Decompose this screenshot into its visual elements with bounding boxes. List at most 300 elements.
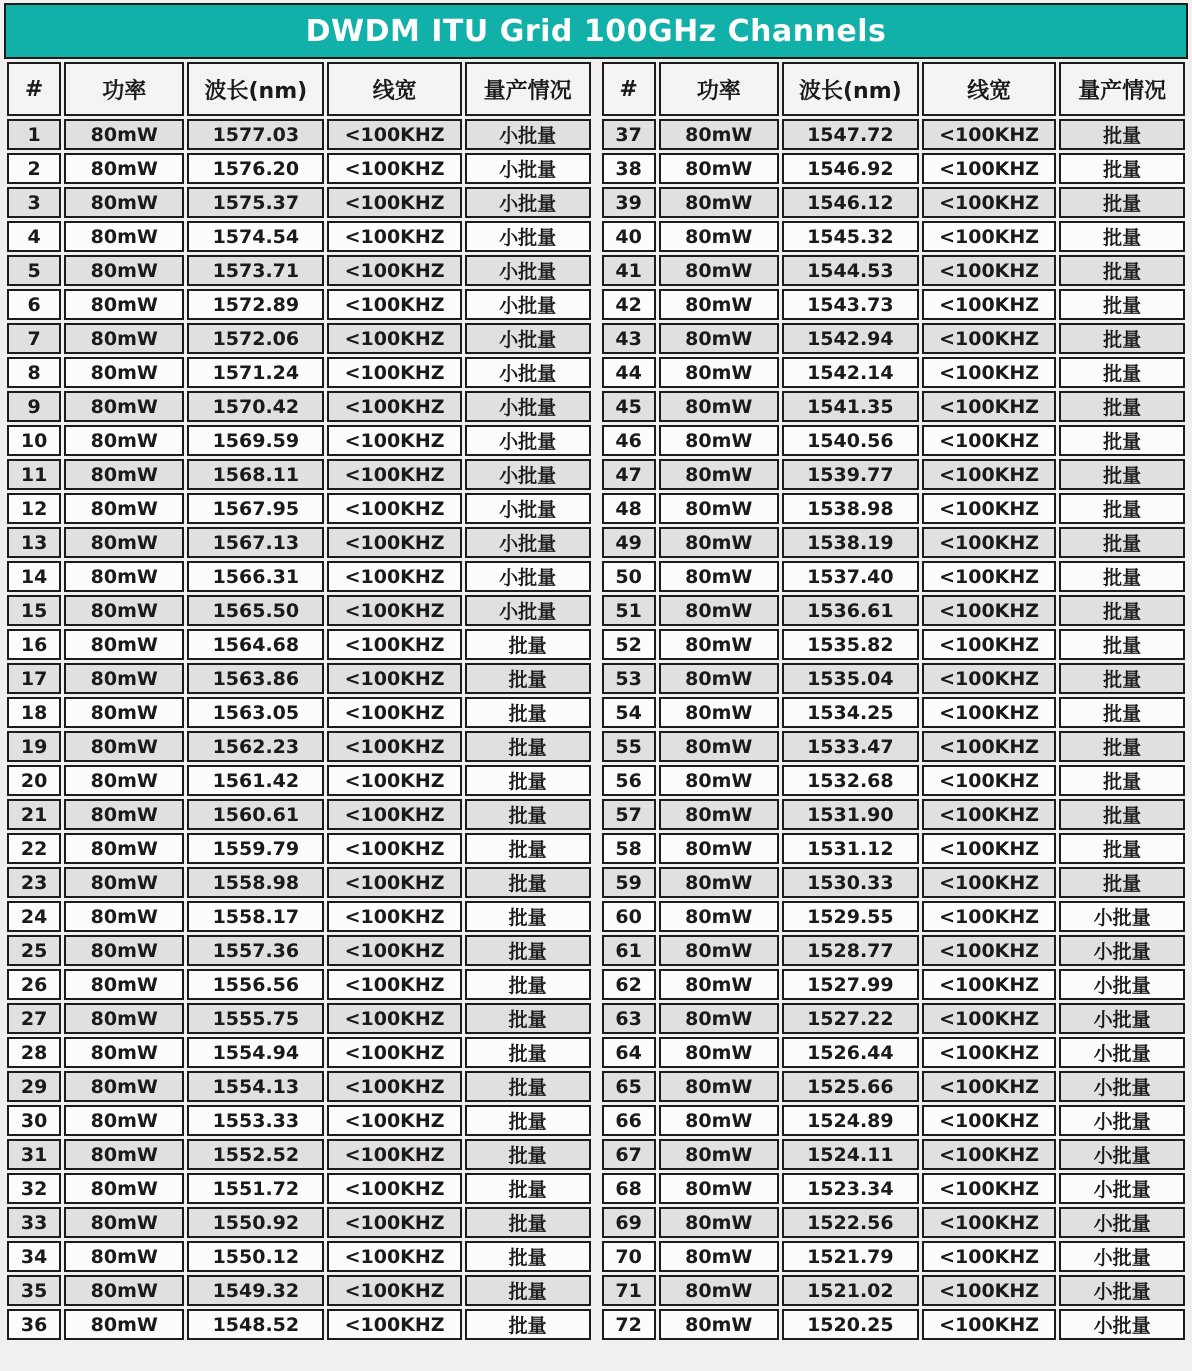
cell-linewidth: <100KHZ <box>327 969 461 1000</box>
table-row <box>602 153 1186 184</box>
cell-wavelength: 1531.90 <box>782 799 919 830</box>
cell-linewidth: <100KHZ <box>327 119 461 150</box>
cell-channel: 61 <box>602 935 656 966</box>
table-row <box>602 765 1186 796</box>
cell-channel: 37 <box>602 119 656 150</box>
cell-channel: 19 <box>7 731 61 762</box>
cell-wavelength: 1523.34 <box>782 1173 919 1204</box>
cell-channel: 56 <box>602 765 656 796</box>
column-header-production-status: 量产情况 <box>465 62 591 116</box>
cell-channel: 14 <box>7 561 61 592</box>
cell-channel: 28 <box>7 1037 61 1068</box>
table-row <box>7 1275 591 1306</box>
table-row <box>7 459 591 490</box>
cell-status: 小批量 <box>1059 1275 1185 1306</box>
cell-power: 80mW <box>659 119 779 150</box>
cell-power: 80mW <box>659 255 779 286</box>
cell-power: 80mW <box>659 527 779 558</box>
table-row <box>7 697 591 728</box>
cell-wavelength: 1520.25 <box>782 1309 919 1340</box>
cell-wavelength: 1569.59 <box>187 425 324 456</box>
table-row <box>7 731 591 762</box>
cell-channel: 68 <box>602 1173 656 1204</box>
cell-status: 小批量 <box>1059 935 1185 966</box>
table-row <box>7 1105 591 1136</box>
cell-status: 小批量 <box>465 255 591 286</box>
cell-linewidth: <100KHZ <box>327 1003 461 1034</box>
cell-channel: 33 <box>7 1207 61 1238</box>
cell-power: 80mW <box>64 969 184 1000</box>
cell-linewidth: <100KHZ <box>922 1105 1056 1136</box>
cell-power: 80mW <box>659 1037 779 1068</box>
column-header-linewidth: 线宽 <box>922 62 1056 116</box>
column-header-wavelength: 波长(nm) <box>187 62 324 116</box>
cell-channel: 17 <box>7 663 61 694</box>
cell-status: 小批量 <box>1059 1037 1185 1068</box>
cell-wavelength: 1542.94 <box>782 323 919 354</box>
header-row <box>602 62 1186 116</box>
cell-status: 批量 <box>1059 697 1185 728</box>
cell-status: 批量 <box>1059 833 1185 864</box>
cell-wavelength: 1556.56 <box>187 969 324 1000</box>
cell-status: 批量 <box>465 867 591 898</box>
cell-linewidth: <100KHZ <box>327 799 461 830</box>
table-row <box>602 527 1186 558</box>
cell-status: 批量 <box>1059 221 1185 252</box>
cell-power: 80mW <box>64 1241 184 1272</box>
cell-wavelength: 1575.37 <box>187 187 324 218</box>
table-row <box>602 1207 1186 1238</box>
cell-linewidth: <100KHZ <box>327 663 461 694</box>
cell-channel: 59 <box>602 867 656 898</box>
cell-linewidth: <100KHZ <box>922 153 1056 184</box>
cell-channel: 40 <box>602 221 656 252</box>
cell-status: 批量 <box>465 901 591 932</box>
cell-wavelength: 1554.13 <box>187 1071 324 1102</box>
table-row <box>7 187 591 218</box>
cell-power: 80mW <box>659 357 779 388</box>
cell-channel: 38 <box>602 153 656 184</box>
cell-wavelength: 1529.55 <box>782 901 919 932</box>
cell-status: 批量 <box>465 799 591 830</box>
table-row <box>602 867 1186 898</box>
cell-linewidth: <100KHZ <box>922 1241 1056 1272</box>
cell-power: 80mW <box>659 1241 779 1272</box>
cell-wavelength: 1558.17 <box>187 901 324 932</box>
cell-channel: 52 <box>602 629 656 660</box>
cell-power: 80mW <box>659 935 779 966</box>
cell-status: 批量 <box>1059 255 1185 286</box>
cell-linewidth: <100KHZ <box>922 935 1056 966</box>
cell-linewidth: <100KHZ <box>922 357 1056 388</box>
cell-power: 80mW <box>64 1207 184 1238</box>
cell-wavelength: 1528.77 <box>782 935 919 966</box>
cell-wavelength: 1531.12 <box>782 833 919 864</box>
cell-power: 80mW <box>659 323 779 354</box>
table-row <box>602 561 1186 592</box>
cell-power: 80mW <box>64 1309 184 1340</box>
cell-channel: 62 <box>602 969 656 1000</box>
cell-wavelength: 1574.54 <box>187 221 324 252</box>
cell-linewidth: <100KHZ <box>922 697 1056 728</box>
table-row <box>602 1241 1186 1272</box>
cell-status: 批量 <box>1059 425 1185 456</box>
table-row <box>602 289 1186 320</box>
cell-linewidth: <100KHZ <box>922 833 1056 864</box>
cell-channel: 54 <box>602 697 656 728</box>
cell-status: 小批量 <box>1059 1173 1185 1204</box>
table-row <box>7 867 591 898</box>
cell-linewidth: <100KHZ <box>327 391 461 422</box>
cell-linewidth: <100KHZ <box>327 935 461 966</box>
cell-wavelength: 1563.86 <box>187 663 324 694</box>
cell-linewidth: <100KHZ <box>327 221 461 252</box>
cell-linewidth: <100KHZ <box>922 1037 1056 1068</box>
cell-power: 80mW <box>64 1139 184 1170</box>
cell-wavelength: 1551.72 <box>187 1173 324 1204</box>
cell-status: 小批量 <box>465 595 591 626</box>
cell-channel: 44 <box>602 357 656 388</box>
cell-channel: 24 <box>7 901 61 932</box>
cell-power: 80mW <box>64 731 184 762</box>
tables-container <box>4 59 1188 1343</box>
channel-table-left <box>4 59 594 1343</box>
cell-channel: 2 <box>7 153 61 184</box>
cell-power: 80mW <box>659 901 779 932</box>
cell-channel: 49 <box>602 527 656 558</box>
table-row <box>602 629 1186 660</box>
cell-wavelength: 1533.47 <box>782 731 919 762</box>
cell-power: 80mW <box>64 1037 184 1068</box>
cell-linewidth: <100KHZ <box>327 901 461 932</box>
table-row <box>602 1071 1186 1102</box>
cell-power: 80mW <box>64 799 184 830</box>
cell-status: 批量 <box>465 1105 591 1136</box>
cell-status: 小批量 <box>465 323 591 354</box>
table-row <box>7 595 591 626</box>
cell-channel: 65 <box>602 1071 656 1102</box>
cell-channel: 43 <box>602 323 656 354</box>
cell-power: 80mW <box>64 1275 184 1306</box>
table-row <box>602 1173 1186 1204</box>
cell-linewidth: <100KHZ <box>922 425 1056 456</box>
cell-linewidth: <100KHZ <box>327 459 461 490</box>
column-header-wavelength: 波长(nm) <box>782 62 919 116</box>
cell-power: 80mW <box>64 255 184 286</box>
cell-power: 80mW <box>659 1309 779 1340</box>
cell-channel: 16 <box>7 629 61 660</box>
cell-status: 小批量 <box>465 561 591 592</box>
cell-wavelength: 1546.92 <box>782 153 919 184</box>
cell-status: 批量 <box>1059 799 1185 830</box>
cell-power: 80mW <box>659 1139 779 1170</box>
cell-power: 80mW <box>64 1003 184 1034</box>
cell-channel: 5 <box>7 255 61 286</box>
cell-power: 80mW <box>659 731 779 762</box>
cell-status: 小批量 <box>1059 1003 1185 1034</box>
table-row <box>7 901 591 932</box>
cell-status: 小批量 <box>465 221 591 252</box>
cell-linewidth: <100KHZ <box>922 1003 1056 1034</box>
cell-power: 80mW <box>64 1173 184 1204</box>
table-row <box>602 901 1186 932</box>
cell-power: 80mW <box>659 1207 779 1238</box>
cell-linewidth: <100KHZ <box>327 425 461 456</box>
cell-channel: 63 <box>602 1003 656 1034</box>
table-row <box>602 459 1186 490</box>
cell-channel: 46 <box>602 425 656 456</box>
cell-power: 80mW <box>659 1003 779 1034</box>
cell-power: 80mW <box>64 935 184 966</box>
cell-channel: 72 <box>602 1309 656 1340</box>
cell-power: 80mW <box>659 799 779 830</box>
cell-wavelength: 1525.66 <box>782 1071 919 1102</box>
column-header-power: 功率 <box>659 62 779 116</box>
table-row <box>7 969 591 1000</box>
cell-wavelength: 1564.68 <box>187 629 324 660</box>
cell-linewidth: <100KHZ <box>922 119 1056 150</box>
table-row <box>7 493 591 524</box>
cell-linewidth: <100KHZ <box>327 1275 461 1306</box>
cell-wavelength: 1567.95 <box>187 493 324 524</box>
cell-wavelength: 1572.06 <box>187 323 324 354</box>
table-row <box>602 697 1186 728</box>
cell-linewidth: <100KHZ <box>922 323 1056 354</box>
table-row <box>602 221 1186 252</box>
cell-power: 80mW <box>659 969 779 1000</box>
cell-power: 80mW <box>64 901 184 932</box>
cell-linewidth: <100KHZ <box>327 187 461 218</box>
cell-status: 小批量 <box>1059 1241 1185 1272</box>
table-row <box>7 425 591 456</box>
cell-power: 80mW <box>64 629 184 660</box>
cell-channel: 60 <box>602 901 656 932</box>
cell-wavelength: 1542.14 <box>782 357 919 388</box>
cell-linewidth: <100KHZ <box>327 153 461 184</box>
cell-linewidth: <100KHZ <box>922 663 1056 694</box>
cell-channel: 50 <box>602 561 656 592</box>
cell-linewidth: <100KHZ <box>922 289 1056 320</box>
cell-status: 批量 <box>465 969 591 1000</box>
cell-wavelength: 1522.56 <box>782 1207 919 1238</box>
table-row <box>7 357 591 388</box>
cell-power: 80mW <box>64 867 184 898</box>
cell-wavelength: 1552.52 <box>187 1139 324 1170</box>
table-row <box>7 119 591 150</box>
column-header-power: 功率 <box>64 62 184 116</box>
cell-wavelength: 1545.32 <box>782 221 919 252</box>
cell-wavelength: 1573.71 <box>187 255 324 286</box>
cell-channel: 69 <box>602 1207 656 1238</box>
cell-wavelength: 1547.72 <box>782 119 919 150</box>
cell-channel: 25 <box>7 935 61 966</box>
cell-wavelength: 1527.99 <box>782 969 919 1000</box>
cell-status: 批量 <box>1059 153 1185 184</box>
cell-linewidth: <100KHZ <box>327 527 461 558</box>
cell-status: 批量 <box>465 1207 591 1238</box>
cell-linewidth: <100KHZ <box>922 561 1056 592</box>
cell-status: 小批量 <box>1059 969 1185 1000</box>
cell-linewidth: <100KHZ <box>922 595 1056 626</box>
cell-power: 80mW <box>659 425 779 456</box>
table-row <box>602 357 1186 388</box>
channel-table-right <box>599 59 1189 1343</box>
table-row <box>602 119 1186 150</box>
cell-wavelength: 1546.12 <box>782 187 919 218</box>
cell-linewidth: <100KHZ <box>922 969 1056 1000</box>
cell-channel: 6 <box>7 289 61 320</box>
cell-power: 80mW <box>659 1275 779 1306</box>
cell-power: 80mW <box>64 833 184 864</box>
cell-wavelength: 1543.73 <box>782 289 919 320</box>
table-row <box>7 1241 591 1272</box>
cell-channel: 4 <box>7 221 61 252</box>
cell-linewidth: <100KHZ <box>327 323 461 354</box>
table-title-bar <box>4 3 1188 59</box>
cell-wavelength: 1550.92 <box>187 1207 324 1238</box>
cell-linewidth: <100KHZ <box>327 255 461 286</box>
cell-wavelength: 1565.50 <box>187 595 324 626</box>
cell-power: 80mW <box>64 119 184 150</box>
table-row <box>7 1309 591 1340</box>
cell-power: 80mW <box>659 561 779 592</box>
cell-status: 小批量 <box>465 493 591 524</box>
cell-wavelength: 1524.89 <box>782 1105 919 1136</box>
cell-power: 80mW <box>659 833 779 864</box>
cell-wavelength: 1534.25 <box>782 697 919 728</box>
cell-channel: 22 <box>7 833 61 864</box>
cell-wavelength: 1537.40 <box>782 561 919 592</box>
cell-channel: 53 <box>602 663 656 694</box>
cell-wavelength: 1576.20 <box>187 153 324 184</box>
cell-channel: 55 <box>602 731 656 762</box>
cell-channel: 15 <box>7 595 61 626</box>
cell-wavelength: 1538.98 <box>782 493 919 524</box>
cell-linewidth: <100KHZ <box>922 255 1056 286</box>
cell-status: 批量 <box>1059 391 1185 422</box>
cell-channel: 47 <box>602 459 656 490</box>
table-row <box>602 255 1186 286</box>
cell-status: 批量 <box>1059 595 1185 626</box>
cell-status: 批量 <box>465 1071 591 1102</box>
cell-channel: 11 <box>7 459 61 490</box>
cell-linewidth: <100KHZ <box>922 1275 1056 1306</box>
table-row <box>7 153 591 184</box>
cell-power: 80mW <box>659 391 779 422</box>
table-row <box>602 323 1186 354</box>
table-row <box>7 221 591 252</box>
cell-wavelength: 1555.75 <box>187 1003 324 1034</box>
cell-power: 80mW <box>659 1173 779 1204</box>
cell-channel: 66 <box>602 1105 656 1136</box>
cell-status: 批量 <box>1059 323 1185 354</box>
table-row <box>602 935 1186 966</box>
cell-power: 80mW <box>64 527 184 558</box>
cell-wavelength: 1558.98 <box>187 867 324 898</box>
cell-channel: 10 <box>7 425 61 456</box>
cell-channel: 32 <box>7 1173 61 1204</box>
cell-linewidth: <100KHZ <box>922 901 1056 932</box>
cell-linewidth: <100KHZ <box>327 1173 461 1204</box>
table-row <box>602 1139 1186 1170</box>
cell-channel: 3 <box>7 187 61 218</box>
cell-linewidth: <100KHZ <box>327 561 461 592</box>
table-row <box>7 833 591 864</box>
cell-status: 小批量 <box>465 357 591 388</box>
table-row <box>7 1003 591 1034</box>
cell-linewidth: <100KHZ <box>327 765 461 796</box>
cell-power: 80mW <box>64 1105 184 1136</box>
header-row <box>7 62 591 116</box>
table-row <box>7 1207 591 1238</box>
cell-power: 80mW <box>659 697 779 728</box>
cell-wavelength: 1521.02 <box>782 1275 919 1306</box>
cell-status: 批量 <box>465 765 591 796</box>
cell-wavelength: 1548.52 <box>187 1309 324 1340</box>
cell-channel: 9 <box>7 391 61 422</box>
cell-power: 80mW <box>659 867 779 898</box>
table-row <box>602 187 1186 218</box>
cell-wavelength: 1538.19 <box>782 527 919 558</box>
table-row <box>7 629 591 660</box>
cell-status: 批量 <box>465 935 591 966</box>
cell-wavelength: 1577.03 <box>187 119 324 150</box>
cell-linewidth: <100KHZ <box>327 1309 461 1340</box>
cell-status: 小批量 <box>465 119 591 150</box>
table-row <box>7 255 591 286</box>
cell-linewidth: <100KHZ <box>327 697 461 728</box>
cell-channel: 13 <box>7 527 61 558</box>
cell-linewidth: <100KHZ <box>327 1071 461 1102</box>
table-row <box>7 1173 591 1204</box>
table-row <box>7 289 591 320</box>
cell-wavelength: 1535.04 <box>782 663 919 694</box>
cell-status: 批量 <box>1059 731 1185 762</box>
cell-channel: 35 <box>7 1275 61 1306</box>
table-row <box>7 935 591 966</box>
cell-status: 批量 <box>465 1241 591 1272</box>
cell-channel: 45 <box>602 391 656 422</box>
cell-status: 小批量 <box>1059 1309 1185 1340</box>
cell-status: 小批量 <box>1059 1071 1185 1102</box>
cell-channel: 31 <box>7 1139 61 1170</box>
cell-power: 80mW <box>64 357 184 388</box>
table-row <box>602 1309 1186 1340</box>
table-row <box>602 799 1186 830</box>
cell-wavelength: 1536.61 <box>782 595 919 626</box>
cell-channel: 58 <box>602 833 656 864</box>
table-row <box>7 527 591 558</box>
cell-linewidth: <100KHZ <box>327 629 461 660</box>
cell-status: 批量 <box>1059 187 1185 218</box>
cell-channel: 67 <box>602 1139 656 1170</box>
cell-status: 批量 <box>1059 867 1185 898</box>
cell-channel: 48 <box>602 493 656 524</box>
cell-channel: 8 <box>7 357 61 388</box>
cell-wavelength: 1559.79 <box>187 833 324 864</box>
cell-wavelength: 1540.56 <box>782 425 919 456</box>
cell-linewidth: <100KHZ <box>922 799 1056 830</box>
cell-linewidth: <100KHZ <box>922 221 1056 252</box>
table-row <box>602 1003 1186 1034</box>
cell-linewidth: <100KHZ <box>922 527 1056 558</box>
cell-wavelength: 1571.24 <box>187 357 324 388</box>
table-row <box>7 1037 591 1068</box>
cell-wavelength: 1566.31 <box>187 561 324 592</box>
table-row <box>602 1105 1186 1136</box>
cell-power: 80mW <box>64 153 184 184</box>
table-row <box>7 663 591 694</box>
